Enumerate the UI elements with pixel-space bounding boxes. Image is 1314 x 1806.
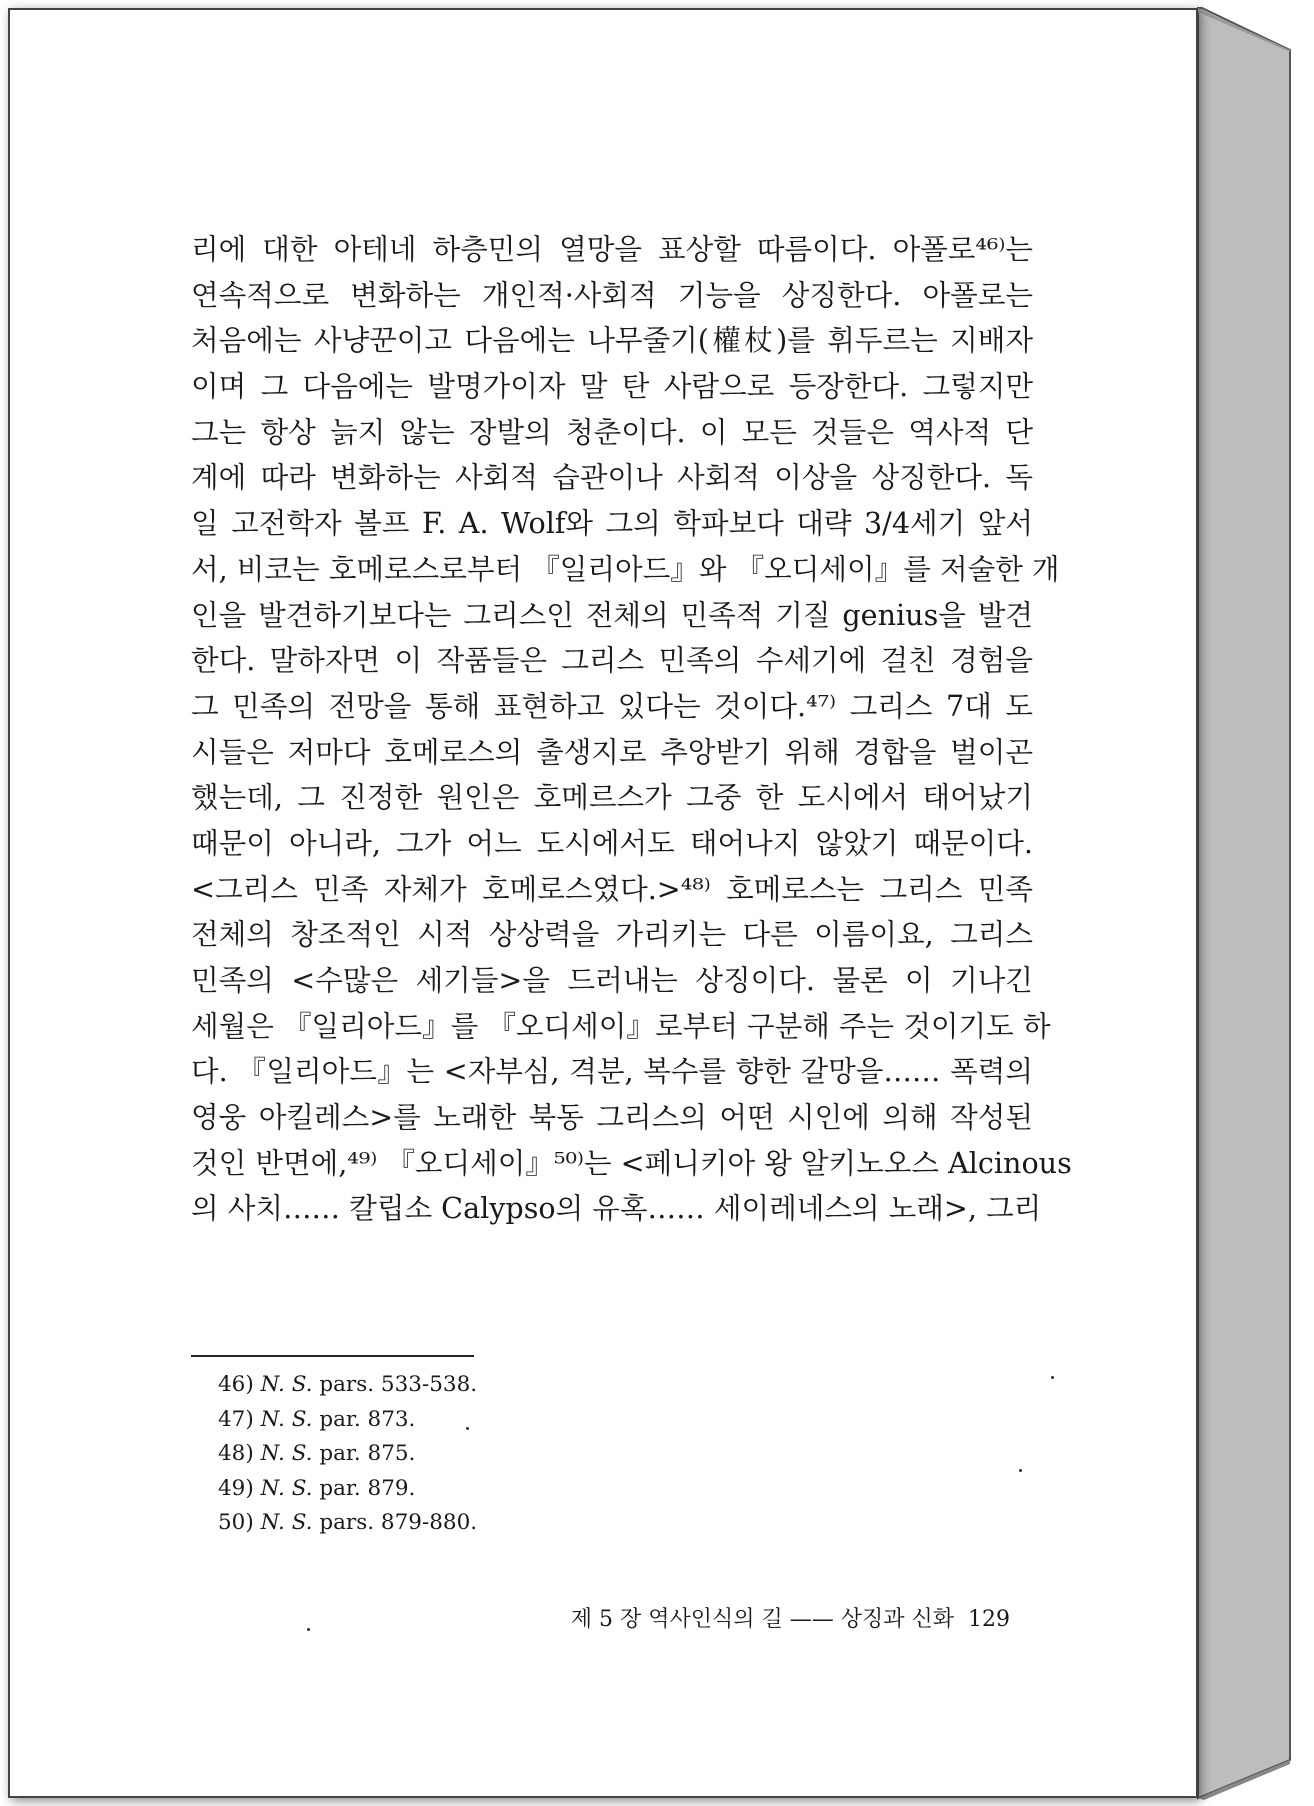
text-line: 때문이 아니라, 그가 어느 도시에서도 태어나지 않았기 때문이다. — [191, 825, 1033, 860]
footnote-number: 50) — [218, 1510, 254, 1536]
body-text — [191, 227, 1072, 1232]
text-line: 한다. 말하자면 이 작품들은 그리스 민족의 수세기에 걸친 경험을 — [191, 643, 1033, 678]
scan-speck — [1019, 1469, 1022, 1472]
running-footer — [540, 1602, 1010, 1633]
footnote — [218, 1368, 477, 1403]
footnote-text: par. 879. — [319, 1475, 416, 1501]
footnote — [218, 1472, 477, 1507]
text-line: 영웅 아킬레스>를 노래한 북동 그리스의 어떤 시인에 의해 작성된 — [191, 1100, 1033, 1135]
footnote-source: N. S. — [260, 1372, 313, 1397]
footnote-source: N. S. — [260, 1475, 313, 1501]
text-line: 것인 반면에,⁴⁹⁾ 『오디세이』⁵⁰⁾는 <페니키아 왕 알키노오스 Alcinous — [191, 1145, 1072, 1180]
footnote-text: par. 873. — [319, 1406, 416, 1432]
footnote — [218, 1506, 477, 1541]
footnote-divider — [191, 1355, 474, 1357]
text-line: 민족의 <수많은 세기들>을 드러내는 상징이다. 물론 이 기나긴 — [191, 963, 1033, 997]
text-line: 일 고전학자 볼프 F. A. Wolf와 그의 학파보다 대략 3/4세기 앞서 — [191, 506, 1033, 541]
footnote-source: N. S. — [260, 1441, 313, 1467]
text-line: 그는 항상 늙지 않는 장발의 청춘이다. 이 모든 것들은 역사적 단 — [191, 414, 1033, 449]
text-line: 연속적으로 변화하는 개인적·사회적 기능을 상징한다. 아폴로는 — [191, 277, 1033, 312]
footnote-number: 49) — [218, 1475, 254, 1501]
footnote-text: pars. 879-880. — [319, 1510, 478, 1536]
footnote-source: N. S. — [260, 1510, 313, 1536]
footnote-number: 47) — [218, 1406, 254, 1432]
footnote — [218, 1437, 477, 1472]
footnote — [218, 1403, 477, 1438]
footnote-source: N. S. — [260, 1406, 313, 1432]
page-number: 129 — [968, 1607, 1010, 1632]
footnotes — [218, 1368, 477, 1541]
text-line: 의 사치…… 칼립소 Calypso의 유혹…… 세이레네스의 노래>, 그리 — [191, 1191, 1042, 1226]
scan-speck — [466, 1427, 469, 1430]
text-line: 다. 『일리아드』는 <자부심, 격분, 복수를 향한 갈망을…… 폭력의 — [191, 1054, 1033, 1089]
footnote-text: pars. 533-538. — [319, 1372, 478, 1397]
text-line: 리에 대한 아테네 하층민의 열망을 표상할 따름이다. 아폴로⁴⁶⁾는 — [191, 232, 1033, 266]
text-line: 했는데, 그 진정한 원인은 호메르스가 그중 한 도시에서 태어났기 — [191, 780, 1033, 815]
text-line: 이며 그 다음에는 발명가이자 말 탄 사람으로 등장한다. 그렇지만 — [191, 369, 1033, 404]
scan-speck — [1051, 1376, 1054, 1379]
text-line: 세월은 『일리아드』를 『오디세이』로부터 구분해 주는 것이기도 하 — [191, 1008, 1051, 1043]
text-line: 인을 발견하기보다는 그리스인 전체의 민족적 기질 genius을 발견 — [191, 597, 1033, 632]
text-line: 계에 따라 변화하는 사회적 습관이나 사회적 이상을 상징한다. 독 — [191, 460, 1033, 495]
text-line: 서, 비코는 호메로스로부터 『일리아드』와 『오디세이』를 저술한 개 — [191, 551, 1060, 586]
text-line: 처음에는 사냥꾼이고 다음에는 나무줄기(權杖)를 휘두르는 지배자 — [191, 323, 1033, 358]
footnote-number: 48) — [218, 1441, 254, 1467]
scan-speck — [307, 1628, 310, 1631]
text-line: 그 민족의 전망을 통해 표현하고 있다는 것이다.⁴⁷⁾ 그리스 7대 도 — [191, 688, 1033, 723]
footnote-text: par. 875. — [319, 1441, 416, 1467]
footnote-number: 46) — [218, 1372, 254, 1397]
running-title: 제 5 장 역사인식의 길 —— 상징과 신화 — [570, 1607, 954, 1632]
text-line: <그리스 민족 자체가 호메로스였다.>⁴⁸⁾ 호메로스는 그리스 민족 — [191, 871, 1033, 906]
text-line: 시들은 저마다 호메로스의 출생지로 추앙받기 위해 경합을 벌이곤 — [191, 734, 1033, 769]
text-line: 전체의 창조적인 시적 상상력을 가리키는 다른 이름이요, 그리스 — [191, 917, 1033, 952]
